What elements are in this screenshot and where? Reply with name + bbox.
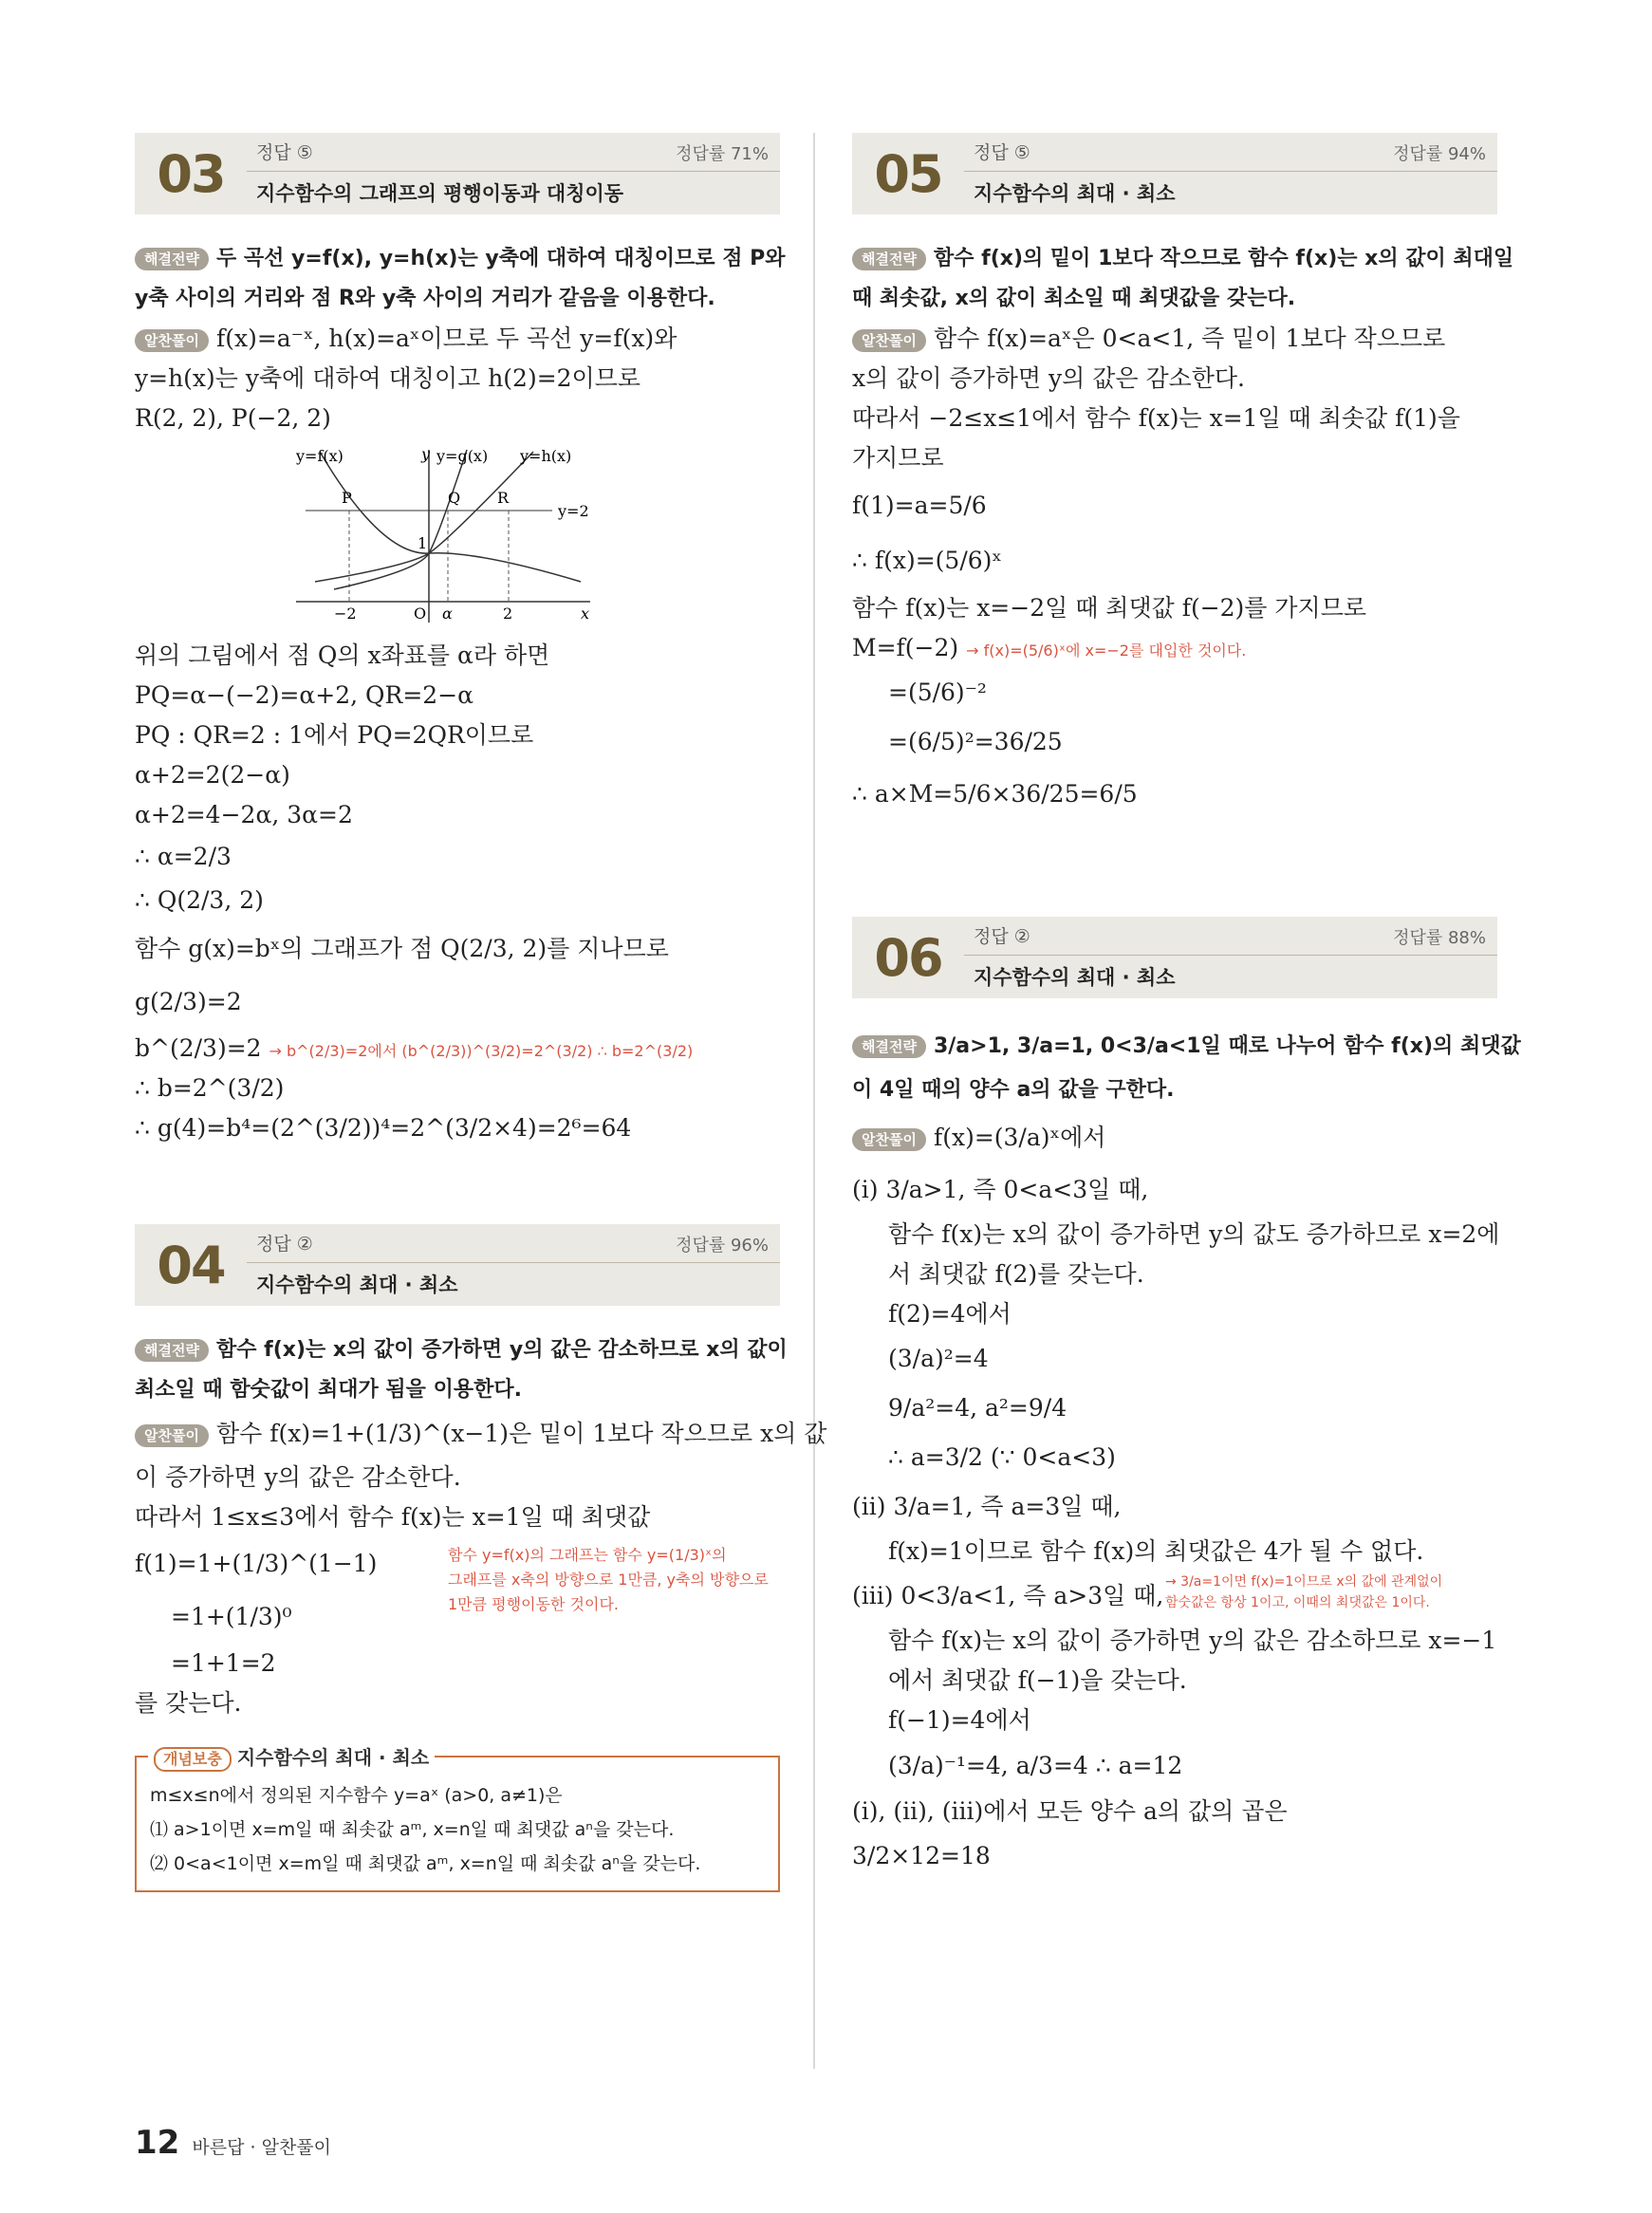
solution-line: ∴ g(4)=b⁴=(2^(3/2))⁴=2^(3/2×4)=2⁶=64 (135, 1114, 632, 1142)
solution-line: 함수 f(x)는 x=−2일 때 최댓값 f(−2)를 가지므로 (852, 594, 1367, 622)
concept-line: ⑴ a>1이면 x=m일 때 최솟값 aᵐ, x=n일 때 최댓값 aⁿ을 갖는다. (150, 1819, 675, 1840)
solution-line: f(1)=a=5/6 (852, 492, 987, 519)
strategy-line: 해결전략 두 곡선 y=f(x), y=h(x)는 y축에 대하여 대칭이므로 점 P와 (135, 239, 780, 279)
solution-line: f(1)=1+(1/3)^(1−1) (135, 1550, 378, 1577)
label-g: y=g(x) (436, 447, 489, 465)
solution-line: PQ=α−(−2)=α+2, QR=2−α (135, 681, 474, 709)
solution-line: 서 최댓값 f(2)를 갖는다. (888, 1260, 1144, 1288)
correct-rate: 정답률 88% (1393, 928, 1486, 948)
solution-line: 위의 그림에서 점 Q의 x좌표를 α라 하면 (135, 642, 550, 669)
left-column (135, 133, 827, 1892)
solution-line: α+2=2(2−α) (135, 761, 290, 789)
solution-line: α+2=4−2α, 3α=2 (135, 801, 353, 828)
strategy-badge: 해결전략 (852, 248, 926, 270)
solution-badge: 알찬풀이 (135, 1424, 209, 1447)
solution-line: =1+(1/3)⁰ (171, 1603, 292, 1630)
solution-line: (ii) 3/a=1, 즉 a=3일 때, (852, 1493, 1122, 1520)
problem-topic: 지수함수의 최대 · 최소 (964, 171, 1497, 215)
strategy-badge: 해결전략 (135, 1339, 209, 1362)
strategy-badge: 해결전략 (852, 1035, 926, 1058)
solution-line: y=h(x)는 y축에 대하여 대칭이고 h(2)=2이므로 (135, 364, 641, 392)
solution-line: 알찬풀이 함수 f(x)=aˣ은 0<a<1, 즉 밑이 1보다 작으므로 (852, 319, 1497, 359)
solution-line: M=f(−2) → f(x)=(5/6)ˣ에 x=−2를 대입한 것이다. (852, 634, 1247, 661)
correct-rate: 정답률 96% (676, 1236, 769, 1255)
strategy-line: 해결전략 함수 f(x)는 x의 값이 증가하면 y의 값은 감소하므로 x의 값이 (135, 1330, 780, 1370)
solution-badge: 알찬풀이 (852, 329, 926, 352)
annotation-note: 함숫값은 항상 1이고, 이때의 최댓값은 1이다. (1165, 1595, 1430, 1610)
solution-line: g(2/3)=2 (135, 988, 242, 1015)
solution-line: 따라서 −2≤x≤1에서 함수 f(x)는 x=1일 때 최솟값 f(1)을 (852, 404, 1460, 432)
solution-line: 알찬풀이 f(x)=(3/a)ˣ에서 (852, 1110, 1497, 1165)
solution-line: R(2, 2), P(−2, 2) (135, 404, 331, 432)
annotation-note: 그래프를 x축의 방향으로 1만큼, y축의 방향으로 (448, 1571, 769, 1589)
right-column (852, 133, 1521, 1881)
solution-line: 에서 최댓값 f(−1)을 갖는다. (888, 1666, 1187, 1694)
problem-06-header (852, 917, 1497, 998)
solution-line: 3/2×12=18 (852, 1842, 991, 1869)
problem-03-header (135, 133, 780, 214)
strategy-line: 때 최솟값, x의 값이 최소일 때 최댓값을 갖는다. (852, 287, 1296, 310)
problem-number: 06 (874, 927, 942, 988)
strategy-line: 해결전략 3/a>1, 3/a=1, 0<3/a<1일 때로 나누어 함수 f(x)의 최댓값 (852, 1023, 1497, 1070)
solution-line: 이 증가하면 y의 값은 감소한다. (135, 1463, 461, 1491)
solution-line: f(−1)=4에서 (888, 1706, 1031, 1734)
strategy-line: 최소일 때 함숫값이 최대가 됨을 이용한다. (135, 1378, 522, 1402)
solution-line: 9/a²=4, a²=9/4 (888, 1394, 1067, 1422)
solution-line: b^(2/3)=2 → b^(2/3)=2에서 (b^(2/3))^(3/2)=2^(3/2) ∴ b=2^(3/2) (135, 1034, 694, 1062)
label-P: P (342, 489, 352, 507)
solution-line: (3/a)⁻¹=4, a/3=4 ∴ a=12 (888, 1752, 1183, 1779)
annotation-note: 1만큼 평행이동한 것이다. (448, 1595, 619, 1613)
solution-line: (iii) 0<3/a<1, 즉 a>3일 때, (852, 1582, 1164, 1609)
problem-topic: 지수함수의 최대 · 최소 (247, 1262, 780, 1307)
solution-line: PQ : QR=2 : 1에서 PQ=2QR이므로 (135, 721, 534, 749)
solution-line: =(6/5)²=36/25 (888, 728, 1063, 755)
label-Q: Q (448, 489, 461, 507)
solution-badge: 알찬풀이 (852, 1128, 926, 1151)
solution-line: ∴ α=2/3 (135, 843, 232, 870)
curve-f (320, 452, 581, 582)
page-footer (135, 2124, 331, 2162)
solution-line: 따라서 1≤x≤3에서 함수 f(x)는 x=1일 때 최댓값 (135, 1503, 651, 1531)
problem-number: 03 (157, 143, 225, 204)
solution-line: 가지므로 (852, 444, 944, 472)
problem-number: 04 (157, 1235, 225, 1295)
solution-line: (i), (ii), (iii)에서 모든 양수 a의 값의 곱은 (852, 1797, 1288, 1825)
annotation-box (1165, 1571, 1442, 1613)
strategy-line: 이 4일 때의 양수 a의 값을 구한다. (852, 1078, 1175, 1102)
concept-line: m≤x≤n에서 정의된 지수함수 y=aˣ (a>0, a≠1)은 (150, 1785, 563, 1806)
answer-label: 정답 ⑤ (256, 142, 313, 163)
concept-line: ⑵ 0<a<1이면 x=m일 때 최댓값 aᵐ, x=n일 때 최솟값 aⁿ을 갖는다. (150, 1853, 701, 1874)
solution-line: =(5/6)⁻² (888, 679, 987, 706)
label-y: y (421, 445, 431, 463)
label-alpha: α (442, 604, 453, 623)
annotation-note: 함수 y=f(x)의 그래프는 함수 y=(1/3)ˣ의 (448, 1546, 727, 1564)
solution-badge: 알찬풀이 (135, 329, 209, 352)
problem-topic: 지수함수의 그래프의 평행이동과 대칭이동 (247, 171, 780, 215)
concept-box (135, 1746, 780, 1892)
solution-line: 를 갖는다. (135, 1689, 242, 1717)
problem-05-header (852, 133, 1497, 214)
strategy-badge: 해결전략 (135, 248, 209, 270)
label-O: O (414, 604, 427, 623)
annotation-note: → f(x)=(5/6)ˣ에 x=−2를 대입한 것이다. (966, 642, 1247, 660)
page-number: 12 (135, 2124, 180, 2162)
solution-line: =1+1=2 (171, 1649, 276, 1677)
label-R: R (497, 489, 510, 507)
exponential-graph (296, 442, 609, 623)
solution-line: 함수 f(x)는 x의 값이 증가하면 y의 값도 증가하므로 x=2에 (888, 1220, 1500, 1248)
solution-line: x의 값이 증가하면 y의 값은 감소한다. (852, 364, 1246, 392)
curve-h (315, 452, 533, 582)
annotation-note: → 3/a=1이면 f(x)=1이므로 x의 값에 관계없이 (1165, 1574, 1443, 1590)
column-divider (813, 133, 815, 2069)
concept-badge: 개념보충 (154, 1747, 232, 1772)
label-x: x (581, 604, 590, 623)
answer-label: 정답 ② (256, 1234, 313, 1255)
solution-line: 알찬풀이 함수 f(x)=1+(1/3)^(x−1)은 밑이 1보다 작으므로 x의 값 (135, 1410, 780, 1458)
label-f: y=f(x) (296, 447, 343, 465)
label-m2: −2 (334, 604, 357, 623)
answer-label: 정답 ⑤ (974, 142, 1030, 163)
solution-line: 함수 f(x)는 x의 값이 증가하면 y의 값은 감소하므로 x=−1 (888, 1627, 1497, 1654)
solution-line: 알찬풀이 f(x)=a⁻ˣ, h(x)=aˣ이므로 두 곡선 y=f(x)와 (135, 319, 780, 359)
solution-line: (i) 3/a>1, 즉 0<a<3일 때, (852, 1176, 1149, 1203)
solution-line: ∴ b=2^(3/2) (135, 1074, 285, 1102)
problem-topic: 지수함수의 최대 · 최소 (964, 955, 1497, 999)
correct-rate: 정답률 71% (676, 144, 769, 164)
label-y2: y=2 (558, 502, 589, 520)
correct-rate: 정답률 94% (1393, 144, 1486, 164)
annotation-note: → b^(2/3)=2에서 (b^(2/3))^(3/2)=2^(3/2) ∴ b=2^(3/2) (269, 1042, 694, 1060)
strategy-line: y축 사이의 거리와 점 R와 y축 사이의 거리가 같음을 이용한다. (135, 287, 715, 310)
curve-g (334, 450, 467, 589)
annotation-box (448, 1543, 769, 1617)
answer-label: 정답 ② (974, 926, 1030, 947)
problem-04-header (135, 1224, 780, 1306)
solution-line: ∴ a=3/2 (∵ 0<a<3) (888, 1443, 1116, 1471)
label-h: y=h(x) (520, 447, 572, 465)
solution-line: (3/a)²=4 (888, 1345, 989, 1372)
solution-line: f(x)=1이므로 함수 f(x)의 최댓값은 4가 될 수 없다. (888, 1537, 1424, 1565)
concept-title: 개념보충 지수함수의 최대 · 최소 (148, 1742, 435, 1772)
solution-line: f(2)=4에서 (888, 1300, 1012, 1328)
solution-line: 함수 g(x)=bˣ의 그래프가 점 Q(2/3, 2)를 지나므로 (135, 935, 669, 962)
solution-line: ∴ f(x)=(5/6)ˣ (852, 547, 1002, 574)
label-1: 1 (418, 534, 428, 552)
problem-number: 05 (874, 143, 942, 204)
label-2: 2 (503, 604, 513, 623)
book-title: 바른답 · 알찬풀이 (192, 2137, 332, 2158)
solution-line: ∴ a×M=5/6×36/25=6/5 (852, 780, 1138, 808)
solution-line: ∴ Q(2/3, 2) (135, 886, 264, 914)
strategy-line: 해결전략 함수 f(x)의 밑이 1보다 작으므로 함수 f(x)는 x의 값이 최대일 (852, 239, 1497, 279)
